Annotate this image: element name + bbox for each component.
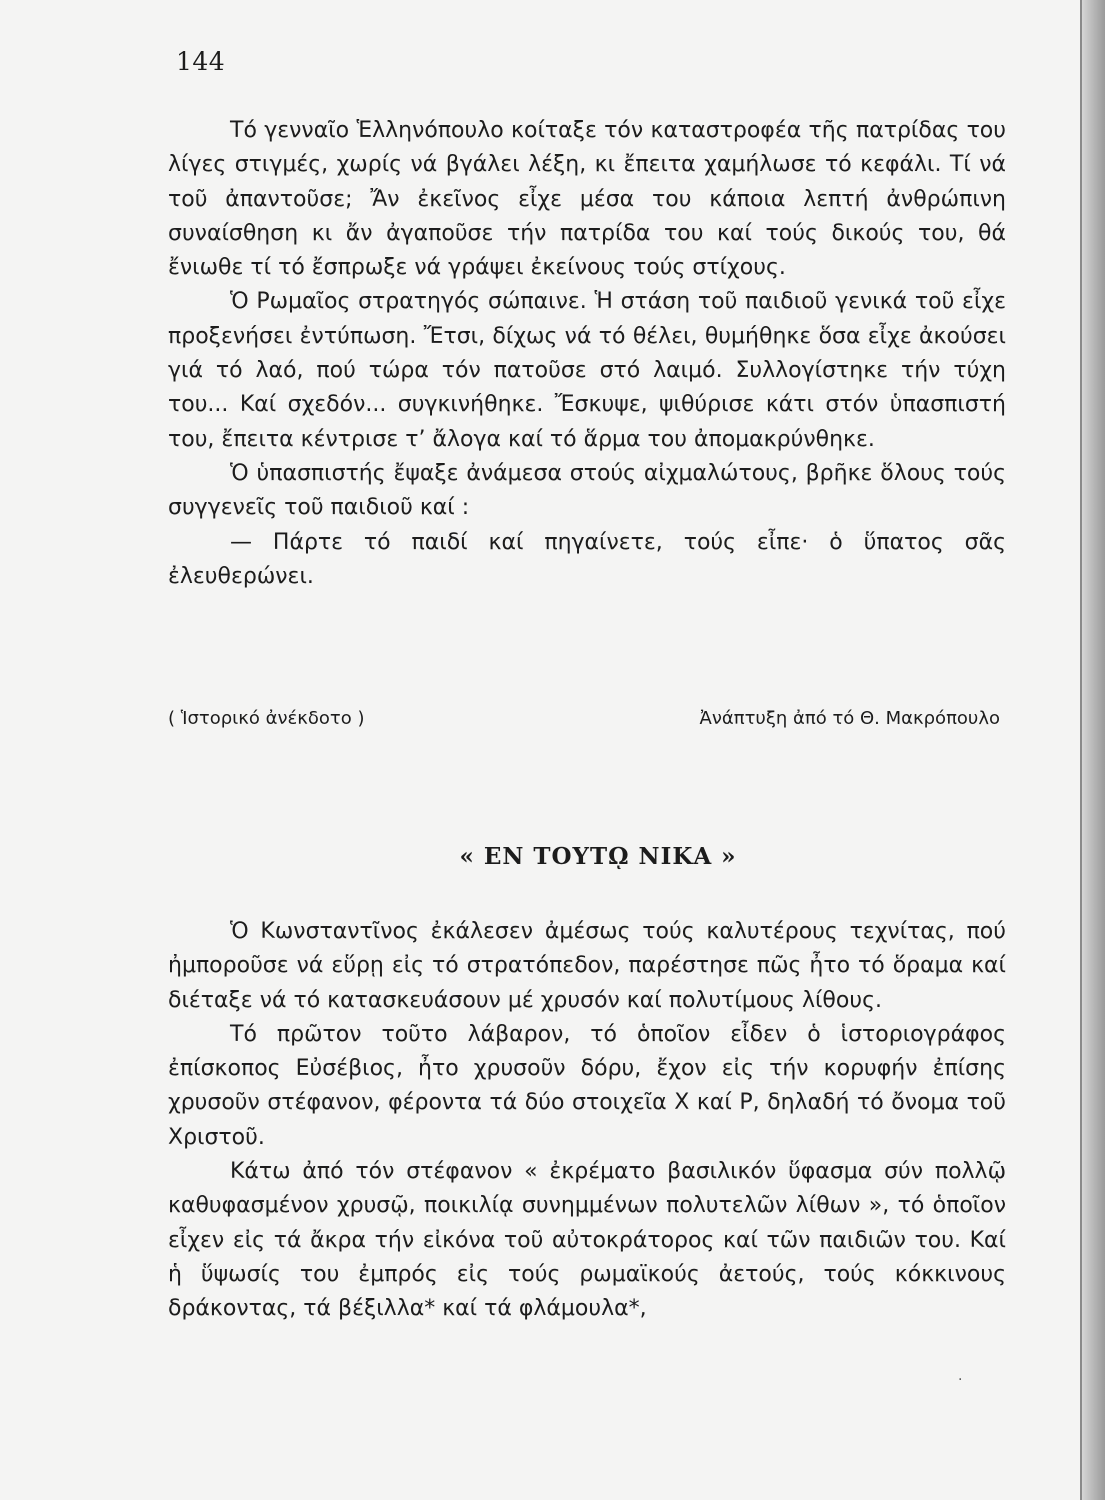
section-paragraph-1: Ὁ Κωνσταντῖνος ἐκάλεσεν ἀμέσως τούς καλυτέρους τεχνίτας, πού ἠμποροῦσε νά εὕρῃ εἰς τό στρατόπεδον, παρέστησε πῶς ἦτο τό ὅραμα καί διέταξε νά τό κατασκευάσουν μέ χρυσόν καί πολυτίμους λίθους. [168, 919, 1006, 1013]
story-paragraph-3: Ὁ ὑπασπιστής ἔψαξε ἀνάμεσα στούς αἰχμαλώτους, βρῆκε ὅλους τούς συγγενεῖς τοῦ παιδιοῦ καί : [168, 460, 1006, 521]
author-note: Ἀνάπτυξη ἀπό τό Θ. Μακρόπουλο [699, 708, 1000, 729]
section-title: « ΕΝ ΤΟΥΤῼ ΝΙΚΑ » [459, 843, 737, 870]
story-paragraph-4: — Πάρτε τό παιδί καί πηγαίνετε, τούς εἶπε· ὁ ὕπατος σᾶς ἐλευθερώνει. [168, 529, 1006, 589]
story-attribution [168, 706, 1000, 732]
section-paragraph-2: Τό πρῶτον τοῦτο λάβαρον, τό ὁποῖον εἶδεν ὁ ἱστοριογράφος ἐπίσκοπος Εὐσέβιος, ἦτο χρυσοῦν δόρυ, ἔχον εἰς τήν κορυφήν ἐπίσης χρυσοῦν στέφανον, φέροντα τά δύο στοιχεῖα Χ καί Ρ, δηλαδή τό ὄνομα τοῦ Χριστοῦ. [168, 1021, 1006, 1150]
story-paragraph-2: Ὁ Ρωμαῖος στρατηγός σώπαινε. Ἡ στάση τοῦ παιδιοῦ γενικά τοῦ εἶχε προξενήσει ἐντύπωση. Ἔτσι, δίχως νά τό θέλει, θυμήθηκε ὅσα εἶχε ἀκούσει γιά τό λαό, πού τώρα τόν πατοῦσε στό λαιμό. Συλλογίστηκε τήν τύχη του... Καί σχεδόν... συγκινήθηκε. Ἔσκυψε, ψιθύρισε κάτι στόν ὑπασπιστή του, ἔπειτα κέντρισε τ’ ἄλογα καί τό ἅρμα του ἀπομακρύνθηκε. [168, 289, 1006, 452]
source-note: ( Ἱστορικό ἀνέκδοτο ) [168, 708, 365, 729]
story-paragraph-1: Τό γενναῖο Ἑλληνόπουλο κοίταξε τόν καταστροφέα τῆς πατρίδας του λίγες στιγμές, χωρίς νά βγάλει λέξη, κι ἔπειτα χαμήλωσε τό κεφάλι. Τί νά τοῦ ἀπαντοῦσε; Ἄν ἐκεῖνος εἶχε μέσα του κάποια λεπτή ἀνθρώπινη συναίσθηση κι ἄν ἀγαποῦσε τήν πατρίδα του καί τούς δικούς του, θά ἔνιωθε τί τό ἔσπρωξε νά γράψει ἐκείνους τούς στίχους. [168, 118, 1006, 281]
story-text [168, 114, 1006, 594]
section-text [168, 915, 1006, 1327]
section-paragraph-3: Κάτω ἀπό τόν στέφανον « ἐκρέματο βασιλικόν ὕφασμα σύν πολλῷ καθυφασμένον χρυσῷ, ποικιλίᾳ συνημμένων πολυτελῶν λίθων », τό ὁποῖον εἶχεν εἰς τά ἄκρα τήν εἰκόνα τοῦ αὐτοκράτορος καί τῶν παιδιῶν του. Καί ἡ ὕψωσίς του ἐμπρός εἰς τούς ρωμαϊκούς ἀετούς, τούς κόκκινους δράκοντας, τά βέξιλλα* καί τά φλάμουλα*, [168, 1159, 1006, 1322]
stray-mark: · [958, 1372, 963, 1388]
page-number: 144 [176, 47, 226, 76]
page-edge [1082, 0, 1105, 1500]
